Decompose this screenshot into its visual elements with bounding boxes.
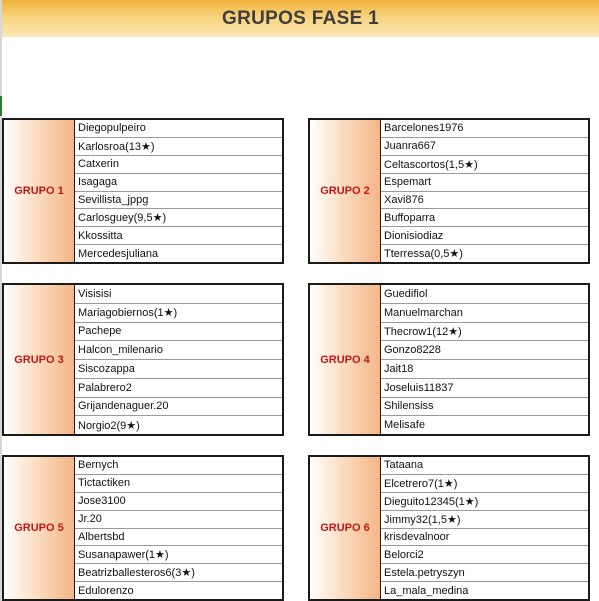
player-cell[interactable]: Kkossitta	[75, 227, 282, 245]
player-cell[interactable]: Thecrow1(12★)	[381, 323, 588, 342]
player-cell[interactable]: Bernych	[75, 457, 282, 475]
group-label-cell	[310, 120, 381, 262]
player-cell[interactable]: Dieguito12345(1★)	[381, 493, 588, 511]
selected-row-marker	[0, 96, 2, 116]
group-label-cell	[4, 120, 75, 262]
player-cell[interactable]: Susanapawer(1★)	[75, 546, 282, 564]
player-cell[interactable]: Juanra667	[381, 138, 588, 156]
player-cell[interactable]: Albertsbd	[75, 529, 282, 547]
player-cell[interactable]: Norgio2(9★)	[78, 419, 140, 432]
player-cell[interactable]: Elcetrero7(1★)	[381, 475, 588, 493]
group-5	[2, 455, 284, 601]
player-cell[interactable]: Estela.petryszyn	[381, 564, 588, 582]
player-list	[381, 285, 588, 434]
group-label: GRUPO 4	[320, 353, 370, 366]
group-label-cell	[4, 457, 75, 599]
player-cell[interactable]: Gonzo8228	[381, 341, 588, 360]
player-cell[interactable]: Tterressa(0,5★)	[384, 248, 463, 261]
title-banner	[2, 0, 599, 37]
group-label-cell	[4, 285, 75, 434]
player-cell[interactable]: La_mala_medina	[384, 584, 469, 597]
group-4	[308, 283, 590, 436]
group-label: GRUPO 2	[320, 185, 370, 197]
group-2	[308, 118, 590, 264]
player-list	[381, 120, 588, 262]
player-cell[interactable]: Buffoparra	[381, 209, 588, 227]
player-cell[interactable]: Halcon_milenario	[75, 341, 282, 360]
group-6	[308, 455, 590, 601]
player-cell[interactable]: Visisisi	[75, 285, 282, 304]
group-label: GRUPO 3	[14, 353, 64, 366]
group-label-cell	[310, 285, 381, 434]
group-3	[2, 283, 284, 436]
player-cell[interactable]: Diegopulpeiro	[75, 120, 282, 138]
player-cell[interactable]: Catxerin	[75, 156, 282, 174]
player-cell[interactable]: Isagaga	[75, 174, 282, 192]
player-cell[interactable]: Jr.20	[75, 511, 282, 529]
player-list	[75, 120, 282, 262]
player-cell[interactable]: Siscozappa	[75, 360, 282, 379]
player-cell[interactable]: Sevillista_jppg	[75, 192, 282, 210]
player-cell[interactable]: Barcelones1976	[381, 120, 588, 138]
player-cell[interactable]: Manuelmarchan	[381, 304, 588, 323]
player-cell[interactable]: Dionisiodiaz	[381, 227, 588, 245]
player-cell[interactable]: Shilensiss	[381, 398, 588, 417]
player-cell[interactable]: Mercedesjuliana	[78, 247, 159, 260]
player-cell[interactable]: Jait18	[381, 360, 588, 379]
player-cell[interactable]: Palabrero2	[75, 379, 282, 398]
group-label: GRUPO 5	[14, 522, 64, 534]
player-list	[75, 285, 282, 434]
player-cell[interactable]: Melisafe	[384, 419, 425, 432]
player-cell[interactable]: krisdevalnoor	[381, 529, 588, 547]
group-label: GRUPO 6	[320, 522, 370, 534]
player-cell[interactable]: Celtascortos(1,5★)	[381, 156, 588, 174]
player-list	[75, 457, 282, 599]
player-cell[interactable]: Espemart	[381, 174, 588, 192]
player-cell[interactable]: Beatrizballesteros6(3★)	[75, 564, 282, 582]
player-cell[interactable]: Jose3100	[75, 493, 282, 511]
group-label-cell	[310, 457, 381, 599]
player-cell[interactable]: Mariagobiernos(1★)	[75, 304, 282, 323]
player-cell[interactable]: Edulorenzo	[78, 584, 134, 597]
page-title: GRUPOS FASE 1	[222, 7, 379, 29]
player-cell[interactable]: Karlosroa(13★)	[75, 138, 282, 156]
player-cell[interactable]: Carlosguey(9,5★)	[75, 209, 282, 227]
group-label: GRUPO 1	[14, 185, 64, 197]
player-cell[interactable]: Xavi876	[381, 192, 588, 210]
player-list	[381, 457, 588, 599]
player-cell[interactable]: Belorci2	[381, 546, 588, 564]
player-cell[interactable]: Pachepe	[75, 323, 282, 342]
player-cell[interactable]: Joseluis11837	[381, 379, 588, 398]
player-cell[interactable]: Tataana	[381, 457, 588, 475]
player-cell[interactable]: Guedifiol	[381, 285, 588, 304]
player-cell[interactable]: Jimmy32(1,5★)	[381, 511, 588, 529]
player-cell[interactable]: Grijandenaguer.20	[75, 398, 282, 417]
player-cell[interactable]: Tictactiken	[75, 475, 282, 493]
group-1	[2, 118, 284, 264]
